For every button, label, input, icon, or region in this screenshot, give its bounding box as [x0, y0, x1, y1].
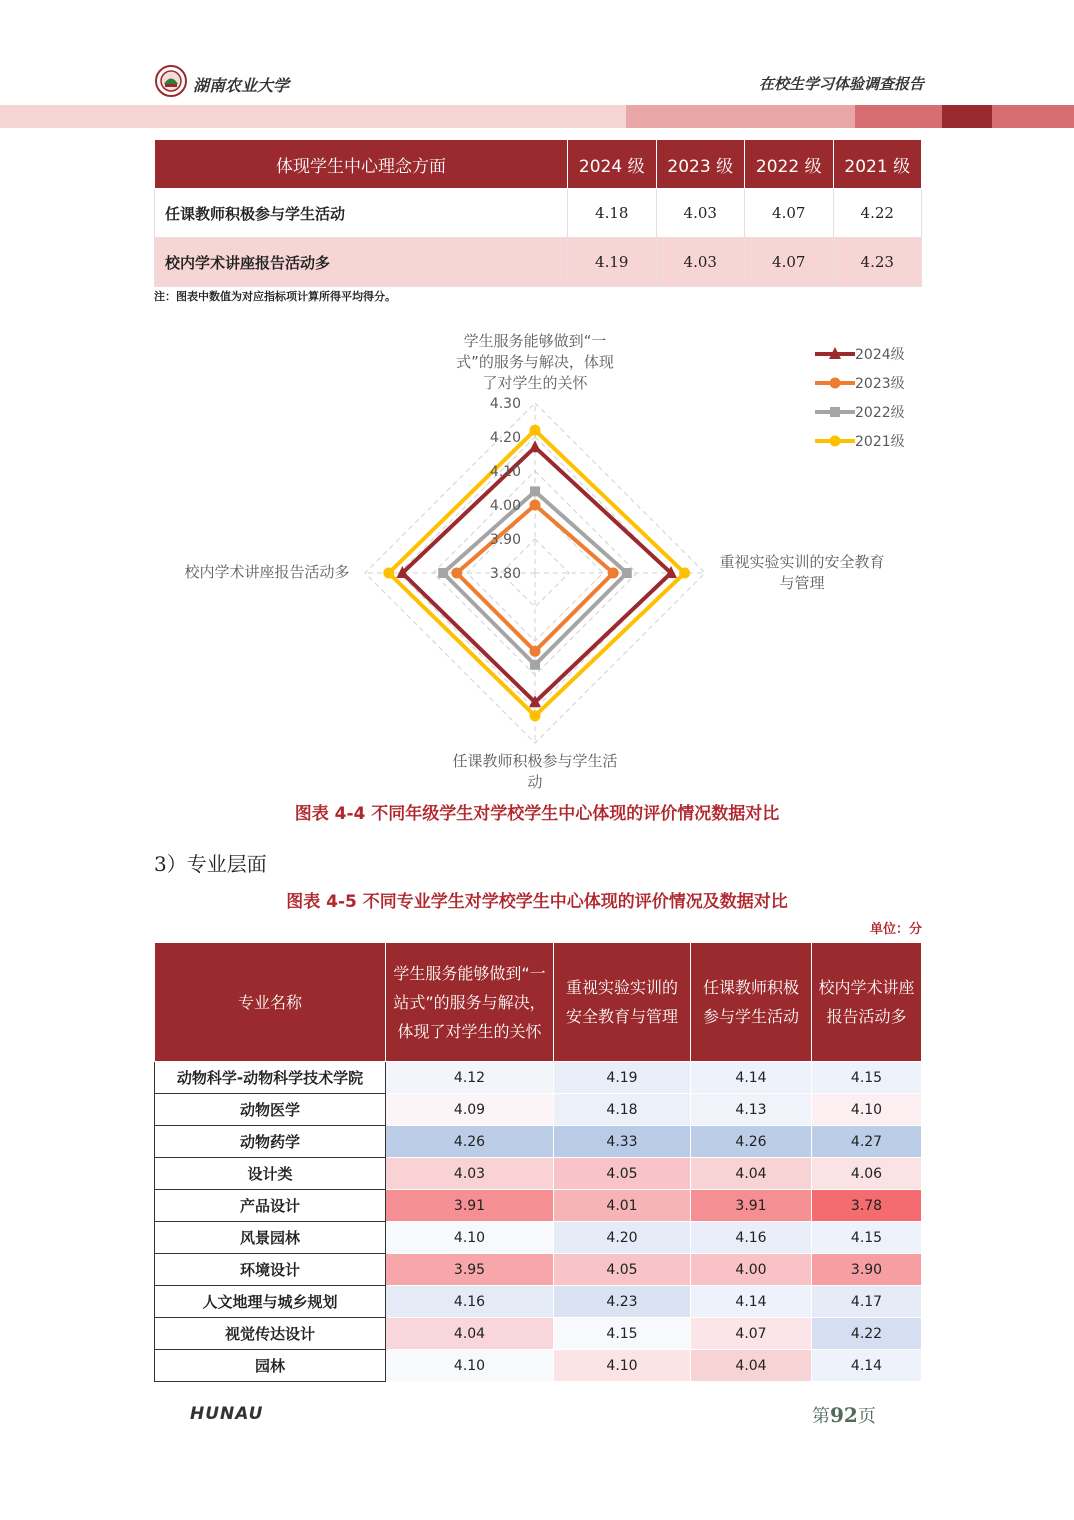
- table-cell: 4.19: [568, 238, 657, 287]
- table-row: [155, 189, 922, 238]
- major-name: 视觉传达设计: [155, 1318, 386, 1350]
- table-cell: 3.78: [812, 1190, 922, 1222]
- table-cell: 4.14: [691, 1286, 812, 1318]
- header-band-end: [992, 105, 1074, 128]
- table-cell: 4.26: [386, 1126, 554, 1158]
- radar-axis-label: 动: [527, 773, 543, 791]
- table-row: [155, 1094, 922, 1126]
- radar-point: [383, 568, 394, 579]
- table-cell: 4.20: [554, 1222, 691, 1254]
- table-cell: 3.90: [812, 1254, 922, 1286]
- header-band-dark: [942, 105, 992, 128]
- major-name: 人文地理与城乡规划: [155, 1286, 386, 1318]
- table-cell: 4.07: [745, 238, 834, 287]
- table-row: [155, 238, 922, 287]
- radar-tick-label: 4.10: [489, 464, 521, 480]
- table2-header: 重视实验实训的安全教育与管理: [554, 943, 691, 1062]
- table-cell: 4.23: [554, 1286, 691, 1318]
- header-band-light: [0, 105, 626, 128]
- grade-comparison-table: [154, 139, 922, 287]
- page-number-value: 92: [830, 1403, 858, 1427]
- table-row: [155, 1286, 922, 1318]
- table-cell: 4.13: [691, 1094, 812, 1126]
- table-cell: 4.05: [554, 1254, 691, 1286]
- radar-axis-label: 任课教师积极参与学生活: [452, 752, 618, 770]
- radar-tick-label: 4.00: [489, 498, 521, 514]
- table-row: [155, 1222, 922, 1254]
- table-row: [155, 1350, 922, 1382]
- legend-marker: [830, 378, 841, 389]
- legend-marker: [830, 436, 841, 447]
- major-name: 风景园林: [155, 1222, 386, 1254]
- table1-header: 2024 级: [568, 140, 657, 189]
- radar-point: [679, 568, 690, 579]
- radar-axis-label: 重视实验实训的安全教育: [719, 553, 885, 571]
- radar-axis-label: 校内学术讲座报告活动多: [184, 563, 350, 581]
- unit-label: 单位：分: [869, 922, 922, 937]
- table-cell: 4.06: [812, 1158, 922, 1190]
- page-suffix: 页: [857, 1406, 876, 1427]
- table-cell: 4.22: [833, 189, 922, 238]
- table-cell: 4.10: [812, 1094, 922, 1126]
- header-band-mid: [626, 105, 855, 128]
- table-row: [155, 1158, 922, 1190]
- table1-header: 2021 级: [833, 140, 922, 189]
- table-cell: 4.03: [656, 238, 745, 287]
- radar-tick-label: 3.80: [489, 566, 521, 582]
- table-cell: 4.04: [691, 1350, 812, 1382]
- radar-point: [530, 710, 541, 721]
- table-row: [155, 1254, 922, 1286]
- table-row: [155, 1126, 922, 1158]
- table-cell: 4.03: [386, 1158, 554, 1190]
- radar-point: [530, 425, 541, 436]
- radar-axis-label: 式”的服务与解决，体现: [456, 353, 614, 371]
- table-cell: 3.91: [691, 1190, 812, 1222]
- table-cell: 3.91: [386, 1190, 554, 1222]
- table-note: 注：图表中数值为对应指标项计算所得平均得分。: [154, 290, 396, 303]
- table-cell: 4.10: [386, 1350, 554, 1382]
- table1-header: 2022 级: [745, 140, 834, 189]
- radar-axis-label: 学生服务能够做到“一: [463, 332, 607, 350]
- table1-header: 2023 级: [656, 140, 745, 189]
- legend-marker: [830, 407, 840, 417]
- major-name: 动物药学: [155, 1126, 386, 1158]
- table-row: [155, 1190, 922, 1222]
- radar-point: [529, 440, 541, 452]
- table-cell: 4.00: [691, 1254, 812, 1286]
- table-cell: 4.07: [745, 189, 834, 238]
- table-cell: 4.26: [691, 1126, 812, 1158]
- radar-point: [530, 660, 540, 670]
- legend-label: 2023级: [855, 376, 905, 392]
- page-prefix: 第: [812, 1406, 830, 1427]
- table-cell: 4.09: [386, 1094, 554, 1126]
- section-title: 3）专业层面: [154, 852, 267, 876]
- header-band-strong: [855, 105, 942, 128]
- table-cell: 4.16: [386, 1286, 554, 1318]
- table-cell: 4.04: [386, 1318, 554, 1350]
- row-label: 任课教师积极参与学生活动: [155, 189, 568, 238]
- major-name: 园林: [155, 1350, 386, 1382]
- table-cell: 4.14: [691, 1062, 812, 1094]
- table2-header: 专业名称: [155, 943, 386, 1062]
- radar-chart: [150, 320, 930, 795]
- table-cell: 4.17: [812, 1286, 922, 1318]
- legend-label: 2024级: [855, 347, 905, 363]
- radar-point: [530, 500, 541, 511]
- major-name: 动物科学-动物科学技术学院: [155, 1062, 386, 1094]
- table-row: [155, 1318, 922, 1350]
- table-cell: 4.19: [554, 1062, 691, 1094]
- figure-caption-4-5: 图表 4-5 不同专业学生对学校学生中心体现的评价情况及数据对比: [286, 892, 788, 912]
- radar-axis-label: 了对学生的关怀: [482, 374, 588, 392]
- table-cell: 4.33: [554, 1126, 691, 1158]
- table-cell: 3.95: [386, 1254, 554, 1286]
- table-cell: 4.16: [691, 1222, 812, 1254]
- legend-label: 2021级: [855, 434, 905, 450]
- table-cell: 4.18: [568, 189, 657, 238]
- major-name: 环境设计: [155, 1254, 386, 1286]
- table2-header: 学生服务能够做到“一站式”的服务与解决，体现了对学生的关怀: [386, 943, 554, 1062]
- page-number: [812, 1402, 876, 1428]
- figure-caption-4-4: 图表 4-4 不同年级学生对学校学生中心体现的评价情况数据对比: [294, 804, 780, 824]
- table-cell: 4.14: [812, 1350, 922, 1382]
- table-cell: 4.05: [554, 1158, 691, 1190]
- radar-point: [622, 568, 632, 578]
- table-cell: 4.15: [554, 1318, 691, 1350]
- table-cell: 4.27: [812, 1126, 922, 1158]
- radar-point: [438, 568, 448, 578]
- header-report-title: 在校生学习体验调查报告: [758, 75, 924, 93]
- table1-header: 体现学生中心理念方面: [155, 140, 568, 189]
- table-cell: 4.01: [554, 1190, 691, 1222]
- radar-point: [530, 646, 541, 657]
- radar-point: [608, 568, 619, 579]
- radar-tick-label: 4.20: [489, 430, 521, 446]
- table-cell: 4.15: [812, 1062, 922, 1094]
- table-cell: 4.18: [554, 1094, 691, 1126]
- radar-tick-label: 3.90: [489, 532, 521, 548]
- table-row: [155, 1062, 922, 1094]
- table-cell: 4.15: [812, 1222, 922, 1254]
- radar-point: [451, 568, 462, 579]
- table-cell: 4.07: [691, 1318, 812, 1350]
- university-seal-logo: [155, 65, 187, 97]
- major-name: 产品设计: [155, 1190, 386, 1222]
- table-cell: 4.12: [386, 1062, 554, 1094]
- table-cell: 4.22: [812, 1318, 922, 1350]
- table-cell: 4.23: [833, 238, 922, 287]
- radar-axis-label: 与管理: [779, 574, 825, 592]
- table-cell: 4.03: [656, 189, 745, 238]
- major-comparison-table: [154, 942, 922, 1382]
- table-cell: 4.10: [386, 1222, 554, 1254]
- table-cell: 4.10: [554, 1350, 691, 1382]
- header-school-name: 湖南农业大学: [193, 76, 290, 95]
- major-name: 设计类: [155, 1158, 386, 1190]
- radar-tick-label: 4.30: [489, 396, 521, 412]
- footer-logo: HUNAU: [190, 1404, 264, 1424]
- row-label: 校内学术讲座报告活动多: [155, 238, 568, 287]
- table2-header: 校内学术讲座报告活动多: [812, 943, 922, 1062]
- table-cell: 4.04: [691, 1158, 812, 1190]
- major-name: 动物医学: [155, 1094, 386, 1126]
- table2-header: 任课教师积极参与学生活动: [691, 943, 812, 1062]
- legend-label: 2022级: [855, 405, 905, 421]
- radar-point: [530, 486, 540, 496]
